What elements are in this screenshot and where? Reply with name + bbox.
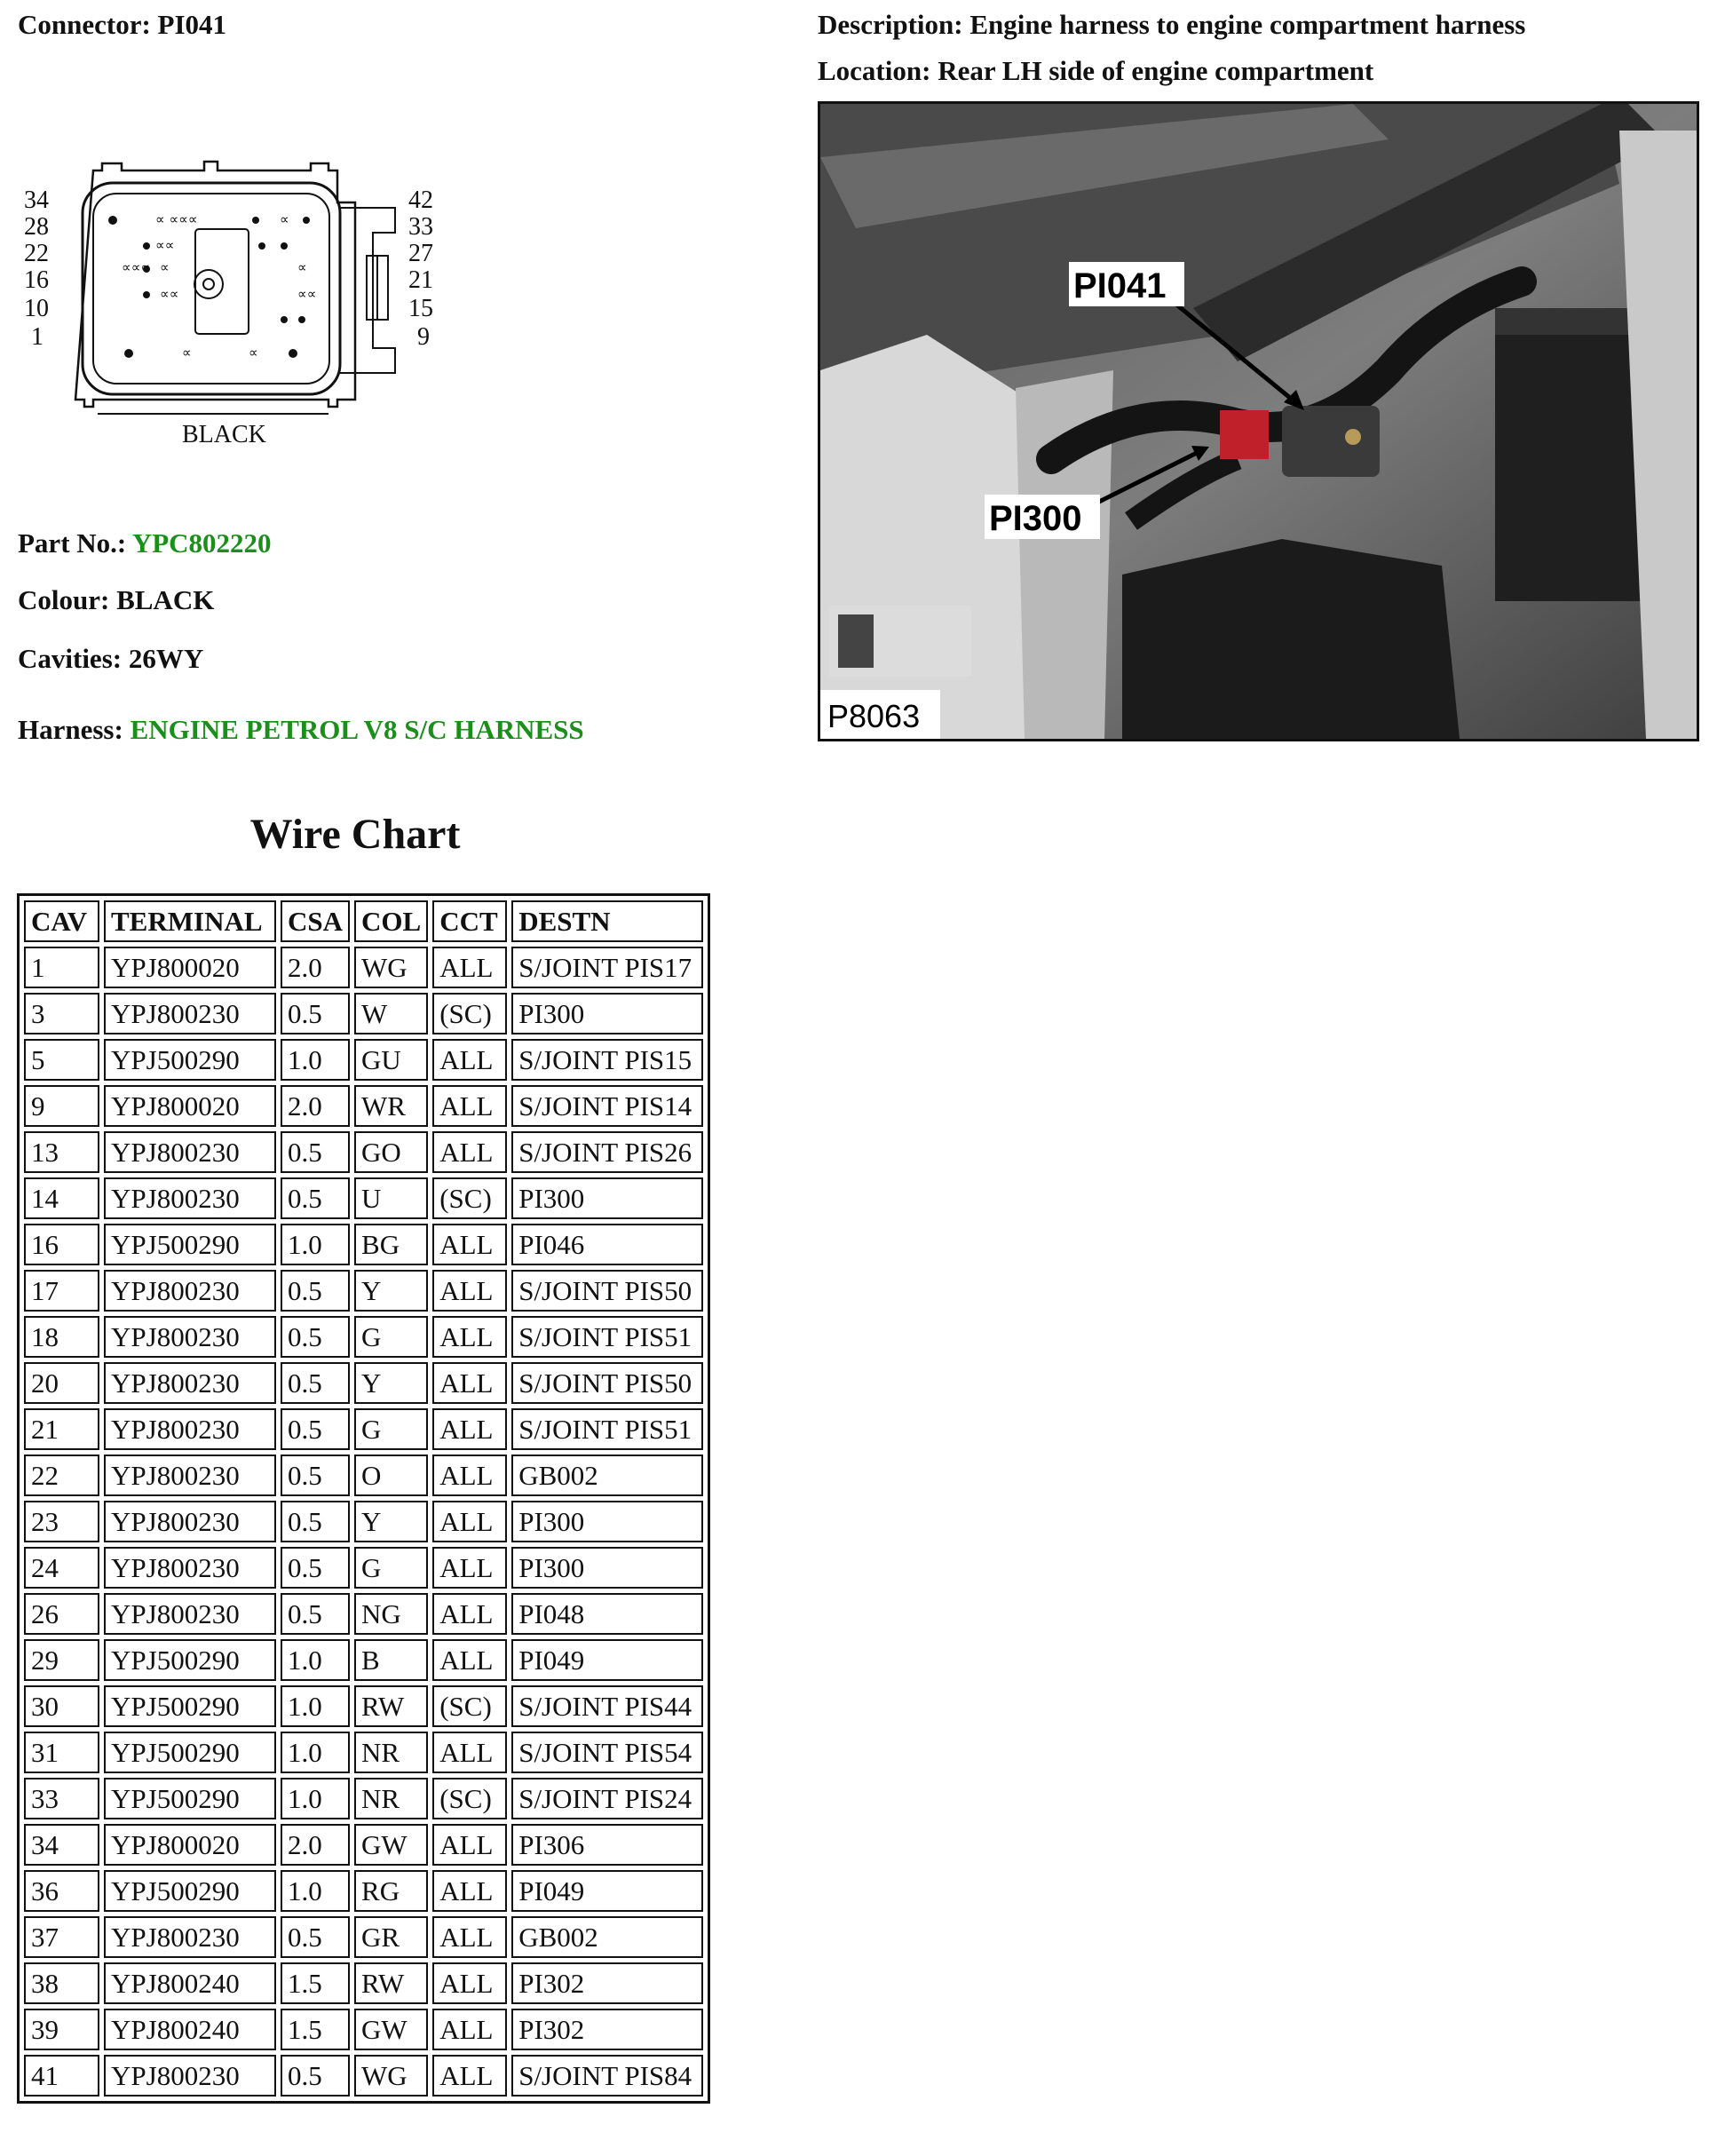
connector-diagram [13,160,457,462]
cell-cav: 23 [24,1501,99,1542]
cell-cav: 24 [24,1547,99,1589]
cell-terminal: YPJ800230 [104,1501,276,1542]
part-no-line [18,527,272,559]
cell-terminal: YPJ800230 [104,1408,276,1450]
cell-csa: 0.5 [281,1316,350,1358]
table-row [24,1916,703,1958]
cell-terminal: YPJ800230 [104,1455,276,1496]
cell-destn: S/JOINT PIS44 [511,1685,703,1727]
table-row [24,1639,703,1681]
cell-csa: 0.5 [281,1131,350,1173]
harness-label: Harness: [18,714,123,745]
wire-chart-title: Wire Chart [249,811,461,858]
connector-line [18,9,226,41]
cell-csa: 0.5 [281,1270,350,1312]
cavities-line [18,643,203,675]
connector-label: Connector: [18,9,151,40]
cell-csa: 0.5 [281,1362,350,1404]
wire-chart-header-row [24,900,703,942]
cell-csa: 0.5 [281,1547,350,1589]
table-row [24,1732,703,1773]
cell-cav: 5 [24,1039,99,1081]
cell-cct: ALL [432,1085,507,1127]
cell-terminal: YPJ800230 [104,1593,276,1635]
cell-cct: ALL [432,947,507,988]
table-row [24,1270,703,1312]
cell-col: WG [354,2055,428,2097]
wire-chart-body [24,947,703,2097]
cell-terminal: YPJ800230 [104,2055,276,2097]
cell-cav: 3 [24,993,99,1034]
cell-terminal: YPJ800240 [104,2009,276,2050]
cell-destn: PI300 [511,1501,703,1542]
cell-col: W [354,993,428,1034]
cell-col: GO [354,1131,428,1173]
cell-cct: ALL [432,1362,507,1404]
location-line [818,55,1373,87]
cell-col: Y [354,1501,428,1542]
harness-value: ENGINE PETROL V8 S/C HARNESS [130,714,584,745]
pin-label-left-1: 34 [24,186,49,214]
svg-text:∝: ∝ [182,345,192,361]
table-row [24,1455,703,1496]
cell-destn: PI302 [511,1962,703,2004]
cell-col: GR [354,1916,428,1958]
cavities-value: 26WY [128,643,204,674]
svg-text:∝∝: ∝∝ [155,237,175,253]
cell-cct: ALL [432,1039,507,1081]
cell-csa: 2.0 [281,947,350,988]
cell-cct: ALL [432,1224,507,1265]
cell-terminal: YPJ500290 [104,1870,276,1912]
cell-csa: 1.0 [281,1039,350,1081]
cell-col: U [354,1177,428,1219]
cell-col: G [354,1316,428,1358]
cell-terminal: YPJ800230 [104,1177,276,1219]
cell-cct: ALL [432,2055,507,2097]
cell-destn: GB002 [511,1455,703,1496]
cell-cct: ALL [432,1131,507,1173]
cell-terminal: YPJ800230 [104,1131,276,1173]
cell-terminal: YPJ800230 [104,1270,276,1312]
cell-csa: 1.5 [281,2009,350,2050]
cell-csa: 1.0 [281,1870,350,1912]
header-cct: CCT [432,900,507,942]
location-photo [818,101,1699,741]
cell-cct: ALL [432,1501,507,1542]
table-row [24,1039,703,1081]
pin-label-right-3: 27 [408,240,433,267]
cell-col: RW [354,1962,428,2004]
cell-col: RG [354,1870,428,1912]
pin-label-left-5: 10 [24,295,49,322]
pin-label-left-4: 16 [24,266,49,294]
pin-label-right-4: 21 [408,266,433,294]
colour-label: Colour: [18,584,110,615]
cell-cav: 18 [24,1316,99,1358]
cell-destn: S/JOINT PIS50 [511,1362,703,1404]
cell-terminal: YPJ500290 [104,1732,276,1773]
connector-value: PI041 [157,9,227,40]
cell-destn: PI049 [511,1870,703,1912]
cell-destn: PI306 [511,1824,703,1866]
cell-cct: ALL [432,1270,507,1312]
cell-destn: PI302 [511,2009,703,2050]
cell-csa: 1.0 [281,1685,350,1727]
table-row [24,947,703,988]
cell-cav: 38 [24,1962,99,2004]
pin-label-right-5: 15 [408,295,433,322]
cell-csa: 2.0 [281,1085,350,1127]
table-row [24,1501,703,1542]
cell-cav: 31 [24,1732,99,1773]
cell-terminal: YPJ500290 [104,1778,276,1819]
callout-pi300: PI300 [989,499,1082,538]
cell-col: GW [354,1824,428,1866]
cell-terminal: YPJ500290 [104,1039,276,1081]
cell-cav: 16 [24,1224,99,1265]
cell-terminal: YPJ800020 [104,1824,276,1866]
description-label: Description: [818,9,963,40]
svg-text:∝: ∝ [249,345,258,361]
cell-cav: 26 [24,1593,99,1635]
cell-csa: 0.5 [281,1593,350,1635]
table-row [24,1778,703,1819]
table-row [24,1362,703,1404]
table-row [24,2009,703,2050]
pin-label-left-2: 28 [24,213,49,241]
cell-cav: 39 [24,2009,99,2050]
cell-cav: 34 [24,1824,99,1866]
cell-cct: ALL [432,1732,507,1773]
cell-col: GW [354,2009,428,2050]
cell-csa: 0.5 [281,1501,350,1542]
cavity-marks-row1: ∝ ∝∝∝ [155,211,198,227]
cell-destn: S/JOINT PIS51 [511,1408,703,1450]
cell-csa: 0.5 [281,1177,350,1219]
pin-label-left-6: 1 [31,323,44,351]
figure-id: P8063 [827,698,921,734]
cell-cct: ALL [432,1916,507,1958]
table-row [24,1870,703,1912]
table-row [24,2055,703,2097]
cell-cav: 30 [24,1685,99,1727]
cell-cct: ALL [432,1408,507,1450]
cell-csa: 1.0 [281,1224,350,1265]
cell-cct: ALL [432,1316,507,1358]
svg-text:∝: ∝ [297,259,307,275]
cell-cct: ALL [432,1593,507,1635]
cell-col: WG [354,947,428,988]
harness-line [18,714,584,746]
colour-value: BLACK [116,584,215,615]
cell-col: NR [354,1732,428,1773]
header-destn: DESTN [511,900,703,942]
table-row [24,1085,703,1127]
cell-cct: ALL [432,1824,507,1866]
cell-csa: 0.5 [281,1916,350,1958]
pin-label-right-2: 33 [408,213,433,241]
svg-text:∝: ∝ [160,259,170,275]
connector-face-drawing [13,160,457,462]
cell-terminal: YPJ800230 [104,1362,276,1404]
cell-cav: 21 [24,1408,99,1450]
table-row [24,1547,703,1589]
cell-cav: 22 [24,1455,99,1496]
cell-terminal: YPJ500290 [104,1224,276,1265]
cell-col: Y [354,1362,428,1404]
cell-col: G [354,1408,428,1450]
cell-terminal: YPJ800230 [104,1916,276,1958]
cell-destn: S/JOINT PIS51 [511,1316,703,1358]
table-row [24,1408,703,1450]
cell-cav: 36 [24,1870,99,1912]
cell-cct: (SC) [432,993,507,1034]
cell-cct: (SC) [432,1778,507,1819]
colour-line [18,584,214,616]
cell-terminal: YPJ800020 [104,1085,276,1127]
cell-csa: 0.5 [281,1455,350,1496]
cell-destn: S/JOINT PIS26 [511,1131,703,1173]
engine-bay-illustration [820,104,1697,739]
cell-destn: PI300 [511,1177,703,1219]
svg-text:∝∝: ∝∝ [160,286,179,302]
table-row [24,1316,703,1358]
cell-csa: 2.0 [281,1824,350,1866]
cell-cct: ALL [432,2009,507,2050]
pin-label-right-1: 42 [408,186,433,214]
cell-csa: 1.5 [281,1962,350,2004]
cell-cav: 33 [24,1778,99,1819]
cell-terminal: YPJ800230 [104,1547,276,1589]
table-row [24,1962,703,2004]
cell-cct: ALL [432,1455,507,1496]
cell-cav: 37 [24,1916,99,1958]
location-value: Rear LH side of engine compartment [938,55,1374,86]
cell-csa: 0.5 [281,2055,350,2097]
pin-label-left-3: 22 [24,240,49,267]
cell-cct: (SC) [432,1177,507,1219]
table-row [24,1131,703,1173]
cell-cct: ALL [432,1639,507,1681]
cell-cav: 41 [24,2055,99,2097]
cell-cct: ALL [432,1962,507,2004]
cell-csa: 1.0 [281,1639,350,1681]
cell-cav: 29 [24,1639,99,1681]
cell-terminal: YPJ800240 [104,1962,276,2004]
cell-destn: S/JOINT PIS24 [511,1778,703,1819]
table-row [24,993,703,1034]
cell-col: WR [354,1085,428,1127]
svg-text:∝∝: ∝∝ [297,286,317,302]
cell-destn: PI046 [511,1224,703,1265]
cell-destn: S/JOINT PIS15 [511,1039,703,1081]
cell-cav: 20 [24,1362,99,1404]
header-col: COL [354,900,428,942]
cell-cav: 17 [24,1270,99,1312]
cell-csa: 0.5 [281,1408,350,1450]
cell-cct: ALL [432,1870,507,1912]
cell-col: NG [354,1593,428,1635]
header-cav: CAV [24,900,99,942]
cell-cct: ALL [432,1547,507,1589]
description-value: Engine harness to engine compartment harness [969,9,1526,40]
table-row [24,1224,703,1265]
cell-cav: 14 [24,1177,99,1219]
cell-destn: PI049 [511,1639,703,1681]
cell-destn: PI048 [511,1593,703,1635]
cell-cav: 9 [24,1085,99,1127]
cell-destn: S/JOINT PIS84 [511,2055,703,2097]
cell-col: NR [354,1778,428,1819]
cell-csa: 1.0 [281,1778,350,1819]
cell-terminal: YPJ800020 [104,947,276,988]
cavities-label: Cavities: [18,643,123,674]
part-no-label: Part No.: [18,527,127,559]
svg-text:∝∝∝: ∝∝∝ [122,259,151,275]
cell-col: G [354,1547,428,1589]
cell-destn: PI300 [511,1547,703,1589]
part-no-value: YPC802220 [131,527,272,559]
cell-col: GU [354,1039,428,1081]
cell-destn: PI300 [511,993,703,1034]
cell-col: Y [354,1270,428,1312]
cell-col: RW [354,1685,428,1727]
table-row [24,1177,703,1219]
table-row [24,1685,703,1727]
cell-csa: 1.0 [281,1732,350,1773]
cell-cav: 13 [24,1131,99,1173]
cell-destn: S/JOINT PIS17 [511,947,703,988]
table-row [24,1593,703,1635]
cell-terminal: YPJ500290 [104,1685,276,1727]
location-label: Location: [818,55,931,86]
cell-col: B [354,1639,428,1681]
cell-cav: 1 [24,947,99,988]
header-csa: CSA [281,900,350,942]
wire-chart-table [17,893,710,2104]
cell-terminal: YPJ500290 [104,1639,276,1681]
cell-cct: (SC) [432,1685,507,1727]
header-terminal: TERMINAL [104,900,276,942]
cell-destn: S/JOINT PIS50 [511,1270,703,1312]
svg-text:∝: ∝ [280,211,289,227]
cell-terminal: YPJ800230 [104,993,276,1034]
description-line [818,9,1525,41]
callout-pi041: PI041 [1073,266,1167,305]
cell-terminal: YPJ800230 [104,1316,276,1358]
cell-csa: 0.5 [281,993,350,1034]
cell-destn: S/JOINT PIS14 [511,1085,703,1127]
diagram-colour-caption: BLACK [182,421,266,448]
pin-label-right-6: 9 [417,323,430,351]
cell-col: O [354,1455,428,1496]
cell-col: BG [354,1224,428,1265]
cell-destn: S/JOINT PIS54 [511,1732,703,1773]
table-row [24,1824,703,1866]
cell-destn: GB002 [511,1916,703,1958]
